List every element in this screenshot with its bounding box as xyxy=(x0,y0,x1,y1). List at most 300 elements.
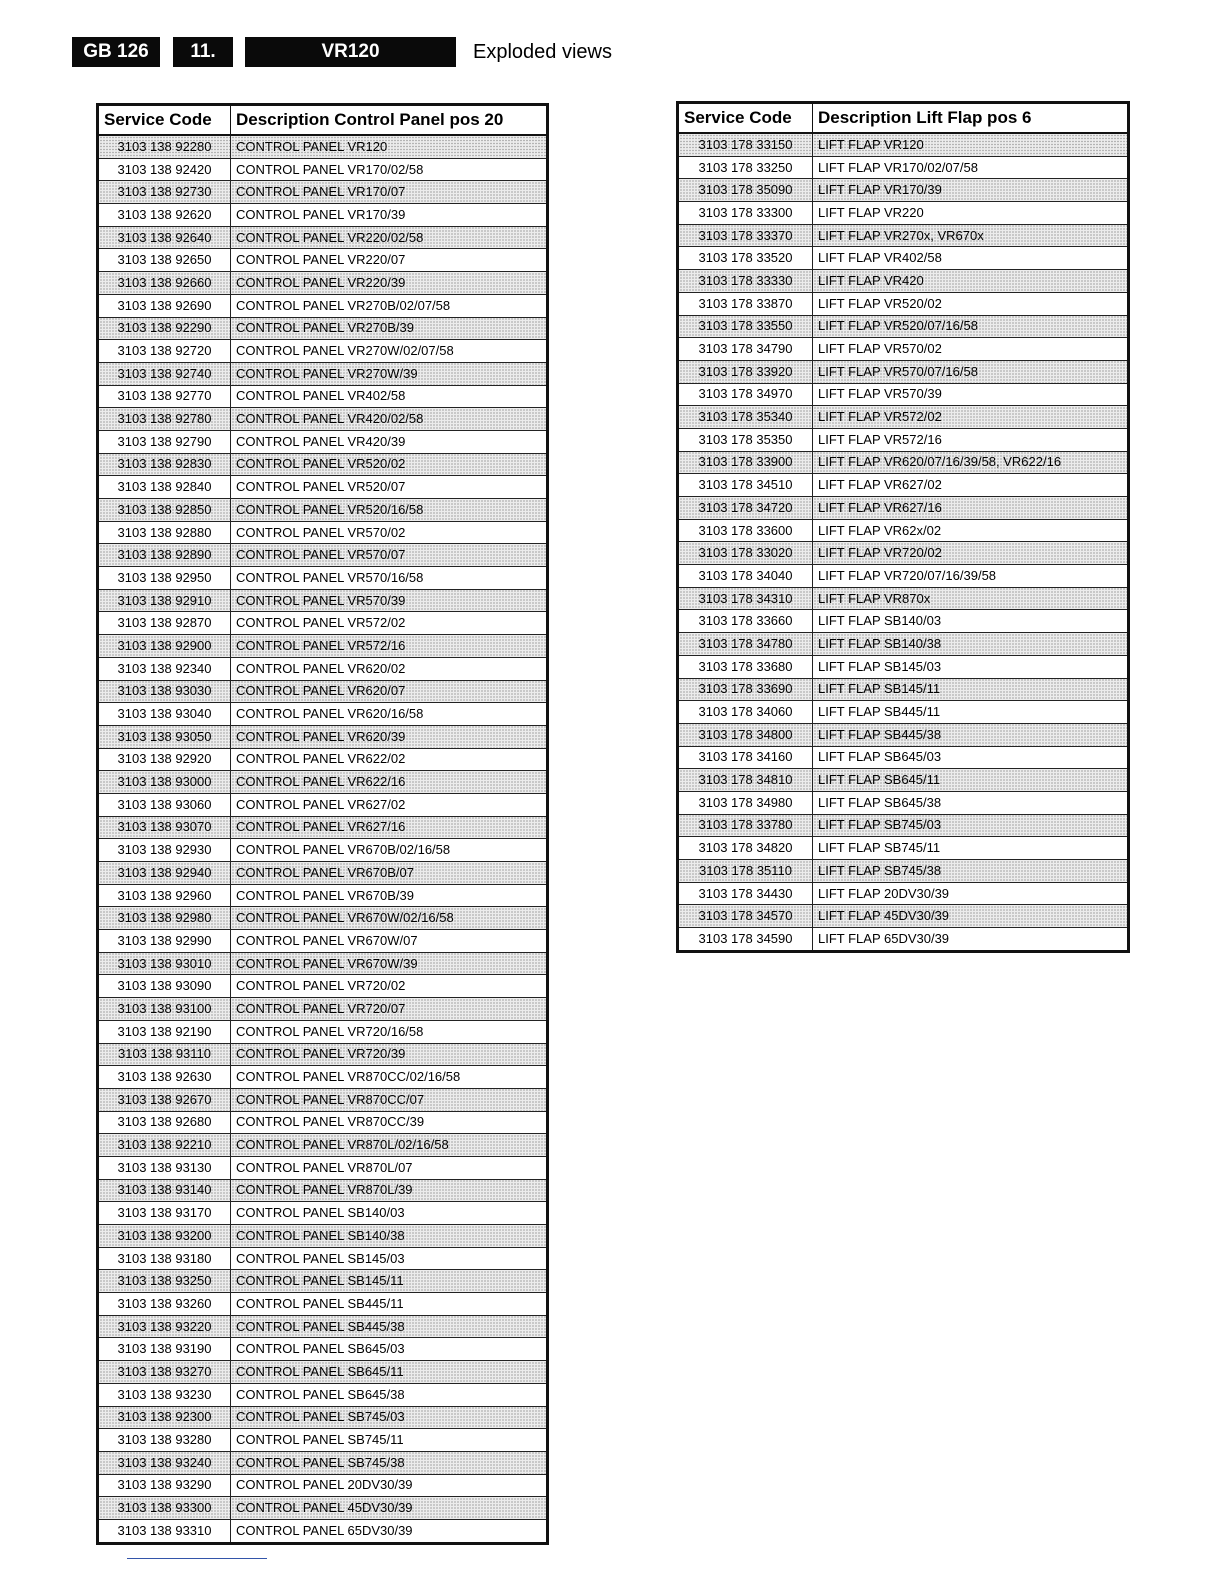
table-row xyxy=(678,701,1129,724)
description-cell: CONTROL PANEL SB745/11 xyxy=(231,1429,548,1452)
service-code-cell: 3103 138 92640 xyxy=(98,226,231,249)
description-cell: CONTROL PANEL VR170/02/58 xyxy=(231,158,548,181)
description-cell: CONTROL PANEL VR120 xyxy=(231,135,548,158)
table-row xyxy=(678,292,1129,315)
description-cell: CONTROL PANEL VR720/02 xyxy=(231,975,548,998)
description-cell: LIFT FLAP VR420 xyxy=(813,270,1129,293)
table-row xyxy=(98,1225,548,1248)
service-code-cell: 3103 138 93000 xyxy=(98,771,231,794)
table-row xyxy=(98,725,548,748)
description-cell: LIFT FLAP VR520/07/16/58 xyxy=(813,315,1129,338)
service-code-cell: 3103 178 33550 xyxy=(678,315,813,338)
description-cell: LIFT FLAP SB745/38 xyxy=(813,860,1129,883)
description-cell: CONTROL PANEL VR570/16/58 xyxy=(231,567,548,590)
table-row xyxy=(98,1406,548,1429)
description-cell: CONTROL PANEL VR670B/02/16/58 xyxy=(231,839,548,862)
table-row xyxy=(678,315,1129,338)
description-cell: CONTROL PANEL VR520/16/58 xyxy=(231,499,548,522)
service-code-cell: 3103 138 92680 xyxy=(98,1111,231,1134)
table-row xyxy=(98,1315,548,1338)
description-cell: CONTROL PANEL SB140/03 xyxy=(231,1202,548,1225)
table-row xyxy=(678,905,1129,928)
description-cell: LIFT FLAP SB145/03 xyxy=(813,655,1129,678)
table-row xyxy=(98,1066,548,1089)
table-row xyxy=(98,589,548,612)
service-code-cell: 3103 178 34060 xyxy=(678,701,813,724)
service-code-cell: 3103 138 92840 xyxy=(98,476,231,499)
description-cell: CONTROL PANEL SB645/03 xyxy=(231,1338,548,1361)
service-code-cell: 3103 138 93090 xyxy=(98,975,231,998)
description-cell: CONTROL PANEL VR670W/07 xyxy=(231,930,548,953)
service-code-cell: 3103 138 93280 xyxy=(98,1429,231,1452)
table-row xyxy=(98,1156,548,1179)
description-cell: LIFT FLAP VR720/02 xyxy=(813,542,1129,565)
table-row xyxy=(98,1270,548,1293)
table-row xyxy=(98,793,548,816)
table-row xyxy=(98,1111,548,1134)
service-code-cell: 3103 178 35090 xyxy=(678,179,813,202)
table-row xyxy=(98,1247,548,1270)
table-row xyxy=(678,338,1129,361)
service-code-cell: 3103 138 92900 xyxy=(98,635,231,658)
service-code-cell: 3103 178 33250 xyxy=(678,156,813,179)
table-row xyxy=(678,133,1129,156)
table-row xyxy=(98,181,548,204)
table-row xyxy=(98,1429,548,1452)
service-code-cell: 3103 138 92670 xyxy=(98,1088,231,1111)
description-cell: CONTROL PANEL VR220/02/58 xyxy=(231,226,548,249)
description-cell: CONTROL PANEL VR420/02/58 xyxy=(231,408,548,431)
service-code-cell: 3103 178 34310 xyxy=(678,587,813,610)
service-code-cell: 3103 138 93250 xyxy=(98,1270,231,1293)
table-row xyxy=(98,544,548,567)
description-cell: CONTROL PANEL VR870CC/39 xyxy=(231,1111,548,1134)
description-cell: CONTROL PANEL VR570/02 xyxy=(231,521,548,544)
description-cell: LIFT FLAP SB445/11 xyxy=(813,701,1129,724)
table-row xyxy=(98,340,548,363)
description-cell: LIFT FLAP VR170/02/07/58 xyxy=(813,156,1129,179)
service-code-cell: 3103 138 93200 xyxy=(98,1225,231,1248)
service-code-cell: 3103 138 92960 xyxy=(98,884,231,907)
service-code-cell: 3103 178 34040 xyxy=(678,565,813,588)
table-row xyxy=(678,769,1129,792)
service-code-cell: 3103 138 92740 xyxy=(98,362,231,385)
table-row xyxy=(98,1497,548,1520)
service-code-cell: 3103 138 93110 xyxy=(98,1043,231,1066)
table-row xyxy=(98,975,548,998)
table-row xyxy=(678,860,1129,883)
description-cell: LIFT FLAP VR220 xyxy=(813,202,1129,225)
service-code-cell: 3103 138 92620 xyxy=(98,204,231,227)
table-row xyxy=(98,226,548,249)
description-cell: LIFT FLAP SB145/11 xyxy=(813,678,1129,701)
description-cell: LIFT FLAP 20DV30/39 xyxy=(813,882,1129,905)
service-code-cell: 3103 178 35340 xyxy=(678,406,813,429)
service-code-cell: 3103 178 33300 xyxy=(678,202,813,225)
service-code-cell: 3103 178 34720 xyxy=(678,497,813,520)
table-row xyxy=(678,655,1129,678)
service-code-cell: 3103 138 92990 xyxy=(98,930,231,953)
description-cell: CONTROL PANEL VR420/39 xyxy=(231,430,548,453)
service-code-cell: 3103 138 92280 xyxy=(98,135,231,158)
table-row xyxy=(678,791,1129,814)
description-cell: CONTROL PANEL VR170/07 xyxy=(231,181,548,204)
service-code-cell: 3103 138 93170 xyxy=(98,1202,231,1225)
description-cell: CONTROL PANEL SB445/11 xyxy=(231,1293,548,1316)
description-cell: LIFT FLAP SB140/03 xyxy=(813,610,1129,633)
service-code-cell: 3103 138 93290 xyxy=(98,1474,231,1497)
description-cell: CONTROL PANEL VR572/16 xyxy=(231,635,548,658)
service-code-cell: 3103 178 33660 xyxy=(678,610,813,633)
table-row xyxy=(98,1474,548,1497)
control-panel-table xyxy=(96,103,549,1545)
service-code-cell: 3103 138 93010 xyxy=(98,952,231,975)
table-row xyxy=(98,657,548,680)
service-code-cell: 3103 178 35350 xyxy=(678,428,813,451)
table-row xyxy=(98,748,548,771)
description-cell: LIFT FLAP VR570/39 xyxy=(813,383,1129,406)
chapter-badge: 11. xyxy=(173,37,233,67)
table-row xyxy=(678,610,1129,633)
description-cell: CONTROL PANEL VR220/39 xyxy=(231,272,548,295)
service-code-cell: 3103 178 33600 xyxy=(678,519,813,542)
service-code-cell: 3103 138 93060 xyxy=(98,793,231,816)
service-code-cell: 3103 138 92790 xyxy=(98,430,231,453)
description-cell: CONTROL PANEL VR870L/39 xyxy=(231,1179,548,1202)
table-row xyxy=(678,406,1129,429)
table-row xyxy=(98,1519,548,1543)
table-row xyxy=(678,224,1129,247)
table-row xyxy=(678,474,1129,497)
table-row xyxy=(98,952,548,975)
table-row xyxy=(678,247,1129,270)
description-cell: CONTROL PANEL VR720/39 xyxy=(231,1043,548,1066)
service-code-cell: 3103 138 93180 xyxy=(98,1247,231,1270)
description-cell: CONTROL PANEL VR570/07 xyxy=(231,544,548,567)
description-cell: LIFT FLAP VR120 xyxy=(813,133,1129,156)
table-row xyxy=(678,202,1129,225)
service-code-cell: 3103 178 34510 xyxy=(678,474,813,497)
service-code-cell: 3103 138 92770 xyxy=(98,385,231,408)
description-cell: LIFT FLAP SB445/38 xyxy=(813,723,1129,746)
table-row xyxy=(98,1088,548,1111)
description-cell: CONTROL PANEL VR520/07 xyxy=(231,476,548,499)
description-cell: LIFT FLAP VR62x/02 xyxy=(813,519,1129,542)
lift-flap-rows xyxy=(678,133,1129,951)
table-row xyxy=(98,1451,548,1474)
description-cell: LIFT FLAP VR520/02 xyxy=(813,292,1129,315)
service-code-cell: 3103 138 93050 xyxy=(98,725,231,748)
table-row xyxy=(678,633,1129,656)
description-cell: CONTROL PANEL VR220/07 xyxy=(231,249,548,272)
table-row xyxy=(98,158,548,181)
service-code-cell: 3103 178 33680 xyxy=(678,655,813,678)
service-code-cell: 3103 138 93270 xyxy=(98,1361,231,1384)
description-cell: CONTROL PANEL SB140/38 xyxy=(231,1225,548,1248)
table-row xyxy=(98,272,548,295)
service-code-cell: 3103 178 33780 xyxy=(678,814,813,837)
description-cell: CONTROL PANEL 20DV30/39 xyxy=(231,1474,548,1497)
service-code-cell: 3103 138 93190 xyxy=(98,1338,231,1361)
description-cell: CONTROL PANEL VR870L/07 xyxy=(231,1156,548,1179)
description-cell: CONTROL PANEL SB645/38 xyxy=(231,1383,548,1406)
description-header: Description Lift Flap pos 6 xyxy=(813,103,1129,134)
model-badge: VR120 xyxy=(245,37,456,67)
description-cell: CONTROL PANEL VR572/02 xyxy=(231,612,548,635)
description-cell: CONTROL PANEL VR627/16 xyxy=(231,816,548,839)
description-cell: CONTROL PANEL VR627/02 xyxy=(231,793,548,816)
service-code-cell: 3103 178 34810 xyxy=(678,769,813,792)
table-row xyxy=(98,635,548,658)
service-code-cell: 3103 138 92830 xyxy=(98,453,231,476)
table-row xyxy=(98,521,548,544)
service-code-cell: 3103 138 92650 xyxy=(98,249,231,272)
service-code-cell: 3103 138 92870 xyxy=(98,612,231,635)
service-code-cell: 3103 178 33150 xyxy=(678,133,813,156)
description-cell: CONTROL PANEL VR870CC/07 xyxy=(231,1088,548,1111)
service-code-cell: 3103 178 34970 xyxy=(678,383,813,406)
table-row xyxy=(98,476,548,499)
description-cell: CONTROL PANEL VR620/02 xyxy=(231,657,548,680)
description-cell: CONTROL PANEL 65DV30/39 xyxy=(231,1519,548,1543)
table-row xyxy=(98,204,548,227)
description-cell: LIFT FLAP VR402/58 xyxy=(813,247,1129,270)
table-row xyxy=(678,678,1129,701)
service-code-cell: 3103 178 34790 xyxy=(678,338,813,361)
service-code-cell: 3103 138 92920 xyxy=(98,748,231,771)
description-cell: CONTROL PANEL VR270B/02/07/58 xyxy=(231,294,548,317)
description-cell: CONTROL PANEL VR720/16/58 xyxy=(231,1020,548,1043)
description-cell: CONTROL PANEL VR720/07 xyxy=(231,998,548,1021)
table-row xyxy=(98,408,548,431)
table-row xyxy=(678,882,1129,905)
table-row xyxy=(98,612,548,635)
service-code-cell: 3103 178 34820 xyxy=(678,837,813,860)
service-code-cell: 3103 138 93130 xyxy=(98,1156,231,1179)
table-row xyxy=(98,930,548,953)
description-cell: LIFT FLAP SB645/03 xyxy=(813,746,1129,769)
table-row xyxy=(678,428,1129,451)
table-row xyxy=(98,294,548,317)
table-header-row xyxy=(678,103,1129,134)
table-row xyxy=(98,567,548,590)
table-row xyxy=(98,317,548,340)
service-code-cell: 3103 138 92940 xyxy=(98,862,231,885)
description-cell: LIFT FLAP SB645/11 xyxy=(813,769,1129,792)
service-code-header: Service Code xyxy=(98,105,231,136)
service-code-cell: 3103 178 35110 xyxy=(678,860,813,883)
service-code-cell: 3103 138 93230 xyxy=(98,1383,231,1406)
table-row xyxy=(98,703,548,726)
table-row xyxy=(678,451,1129,474)
description-cell: CONTROL PANEL VR870CC/02/16/58 xyxy=(231,1066,548,1089)
description-cell: CONTROL PANEL VR870L/02/16/58 xyxy=(231,1134,548,1157)
description-cell: LIFT FLAP VR570/07/16/58 xyxy=(813,360,1129,383)
service-code-cell: 3103 138 92850 xyxy=(98,499,231,522)
description-cell: CONTROL PANEL VR670B/07 xyxy=(231,862,548,885)
description-cell: LIFT FLAP 45DV30/39 xyxy=(813,905,1129,928)
description-cell: LIFT FLAP VR627/02 xyxy=(813,474,1129,497)
description-cell: CONTROL PANEL VR670W/39 xyxy=(231,952,548,975)
service-code-cell: 3103 138 93030 xyxy=(98,680,231,703)
service-code-cell: 3103 178 33520 xyxy=(678,247,813,270)
description-header: Description Control Panel pos 20 xyxy=(231,105,548,136)
service-code-cell: 3103 178 33690 xyxy=(678,678,813,701)
table-row xyxy=(98,1043,548,1066)
description-cell: LIFT FLAP VR570/02 xyxy=(813,338,1129,361)
table-header-row xyxy=(98,105,548,136)
service-code-header: Service Code xyxy=(678,103,813,134)
table-row xyxy=(98,839,548,862)
description-cell: CONTROL PANEL SB145/11 xyxy=(231,1270,548,1293)
service-code-cell: 3103 178 34800 xyxy=(678,723,813,746)
service-code-cell: 3103 138 92300 xyxy=(98,1406,231,1429)
service-code-cell: 3103 178 34160 xyxy=(678,746,813,769)
service-code-cell: 3103 138 93240 xyxy=(98,1451,231,1474)
table-row xyxy=(678,837,1129,860)
service-code-cell: 3103 138 93070 xyxy=(98,816,231,839)
table-row xyxy=(678,519,1129,542)
table-row xyxy=(98,998,548,1021)
table-row xyxy=(98,430,548,453)
service-code-cell: 3103 138 92210 xyxy=(98,1134,231,1157)
page-number-badge: GB 126 xyxy=(72,37,160,67)
description-cell: LIFT FLAP VR170/39 xyxy=(813,179,1129,202)
service-code-cell: 3103 138 92630 xyxy=(98,1066,231,1089)
description-cell: LIFT FLAP VR720/07/16/39/58 xyxy=(813,565,1129,588)
service-code-cell: 3103 178 33920 xyxy=(678,360,813,383)
table-row xyxy=(678,542,1129,565)
table-row xyxy=(98,1338,548,1361)
service-code-cell: 3103 178 34780 xyxy=(678,633,813,656)
description-cell: CONTROL PANEL SB745/38 xyxy=(231,1451,548,1474)
service-code-cell: 3103 138 93100 xyxy=(98,998,231,1021)
table-row xyxy=(98,1134,548,1157)
description-cell: CONTROL PANEL VR620/39 xyxy=(231,725,548,748)
table-row xyxy=(98,385,548,408)
table-row xyxy=(678,156,1129,179)
table-row xyxy=(678,587,1129,610)
table-row xyxy=(98,249,548,272)
description-cell: CONTROL PANEL VR620/07 xyxy=(231,680,548,703)
description-cell: LIFT FLAP VR627/16 xyxy=(813,497,1129,520)
description-cell: CONTROL PANEL SB645/11 xyxy=(231,1361,548,1384)
service-code-cell: 3103 178 34570 xyxy=(678,905,813,928)
description-cell: CONTROL PANEL SB745/03 xyxy=(231,1406,548,1429)
table-row xyxy=(98,362,548,385)
description-cell: LIFT FLAP 65DV30/39 xyxy=(813,928,1129,952)
service-code-cell: 3103 138 92290 xyxy=(98,317,231,340)
description-cell: CONTROL PANEL VR622/02 xyxy=(231,748,548,771)
description-cell: LIFT FLAP VR572/02 xyxy=(813,406,1129,429)
service-code-cell: 3103 178 33330 xyxy=(678,270,813,293)
control-panel-rows xyxy=(98,135,548,1543)
service-code-cell: 3103 178 34590 xyxy=(678,928,813,952)
table-row xyxy=(98,135,548,158)
description-cell: CONTROL PANEL VR520/02 xyxy=(231,453,548,476)
table-row xyxy=(678,383,1129,406)
table-row xyxy=(678,746,1129,769)
service-code-cell: 3103 138 92880 xyxy=(98,521,231,544)
description-cell: CONTROL PANEL VR670B/39 xyxy=(231,884,548,907)
service-code-cell: 3103 178 33020 xyxy=(678,542,813,565)
description-cell: CONTROL PANEL VR670W/02/16/58 xyxy=(231,907,548,930)
service-code-cell: 3103 178 34980 xyxy=(678,791,813,814)
table-row xyxy=(98,453,548,476)
service-code-cell: 3103 138 92910 xyxy=(98,589,231,612)
service-code-cell: 3103 138 93310 xyxy=(98,1519,231,1543)
description-cell: CONTROL PANEL VR270W/02/07/58 xyxy=(231,340,548,363)
description-cell: LIFT FLAP VR572/16 xyxy=(813,428,1129,451)
description-cell: CONTROL PANEL 45DV30/39 xyxy=(231,1497,548,1520)
service-code-cell: 3103 138 93140 xyxy=(98,1179,231,1202)
description-cell: CONTROL PANEL VR622/16 xyxy=(231,771,548,794)
service-code-cell: 3103 138 93040 xyxy=(98,703,231,726)
description-cell: CONTROL PANEL VR620/16/58 xyxy=(231,703,548,726)
table-row xyxy=(98,1020,548,1043)
description-cell: LIFT FLAP VR270x, VR670x xyxy=(813,224,1129,247)
table-row xyxy=(678,565,1129,588)
table-row xyxy=(678,497,1129,520)
table-row xyxy=(678,360,1129,383)
table-row xyxy=(98,816,548,839)
service-code-cell: 3103 138 92190 xyxy=(98,1020,231,1043)
description-cell: CONTROL PANEL VR570/39 xyxy=(231,589,548,612)
description-cell: CONTROL PANEL SB145/03 xyxy=(231,1247,548,1270)
description-cell: LIFT FLAP VR620/07/16/39/58, VR622/16 xyxy=(813,451,1129,474)
description-cell: CONTROL PANEL VR270B/39 xyxy=(231,317,548,340)
service-code-cell: 3103 138 92890 xyxy=(98,544,231,567)
service-code-cell: 3103 138 93220 xyxy=(98,1315,231,1338)
service-code-cell: 3103 178 33370 xyxy=(678,224,813,247)
table-row xyxy=(98,771,548,794)
table-row xyxy=(678,723,1129,746)
service-code-cell: 3103 138 92690 xyxy=(98,294,231,317)
table-row xyxy=(98,1293,548,1316)
service-code-cell: 3103 138 92340 xyxy=(98,657,231,680)
lift-flap-table xyxy=(676,101,1130,953)
table-row xyxy=(98,499,548,522)
description-cell: CONTROL PANEL VR170/39 xyxy=(231,204,548,227)
page-title: Exploded views xyxy=(473,41,612,63)
table-row xyxy=(98,1179,548,1202)
description-cell: CONTROL PANEL VR402/58 xyxy=(231,385,548,408)
footer-rule xyxy=(127,1558,267,1559)
table-row xyxy=(678,928,1129,952)
table-row xyxy=(98,680,548,703)
service-code-cell: 3103 178 33900 xyxy=(678,451,813,474)
description-cell: LIFT FLAP SB745/11 xyxy=(813,837,1129,860)
service-code-cell: 3103 138 92980 xyxy=(98,907,231,930)
service-code-cell: 3103 178 34430 xyxy=(678,882,813,905)
service-code-cell: 3103 138 93260 xyxy=(98,1293,231,1316)
table-row xyxy=(98,907,548,930)
table-row xyxy=(678,270,1129,293)
description-cell: LIFT FLAP SB140/38 xyxy=(813,633,1129,656)
service-code-cell: 3103 138 92950 xyxy=(98,567,231,590)
table-row xyxy=(98,1202,548,1225)
description-cell: CONTROL PANEL VR270W/39 xyxy=(231,362,548,385)
service-code-cell: 3103 138 93300 xyxy=(98,1497,231,1520)
service-code-cell: 3103 138 92930 xyxy=(98,839,231,862)
service-code-cell: 3103 138 92420 xyxy=(98,158,231,181)
table-row xyxy=(678,179,1129,202)
table-row xyxy=(678,814,1129,837)
table-row xyxy=(98,1361,548,1384)
table-row xyxy=(98,884,548,907)
service-code-cell: 3103 178 33870 xyxy=(678,292,813,315)
table-row xyxy=(98,862,548,885)
